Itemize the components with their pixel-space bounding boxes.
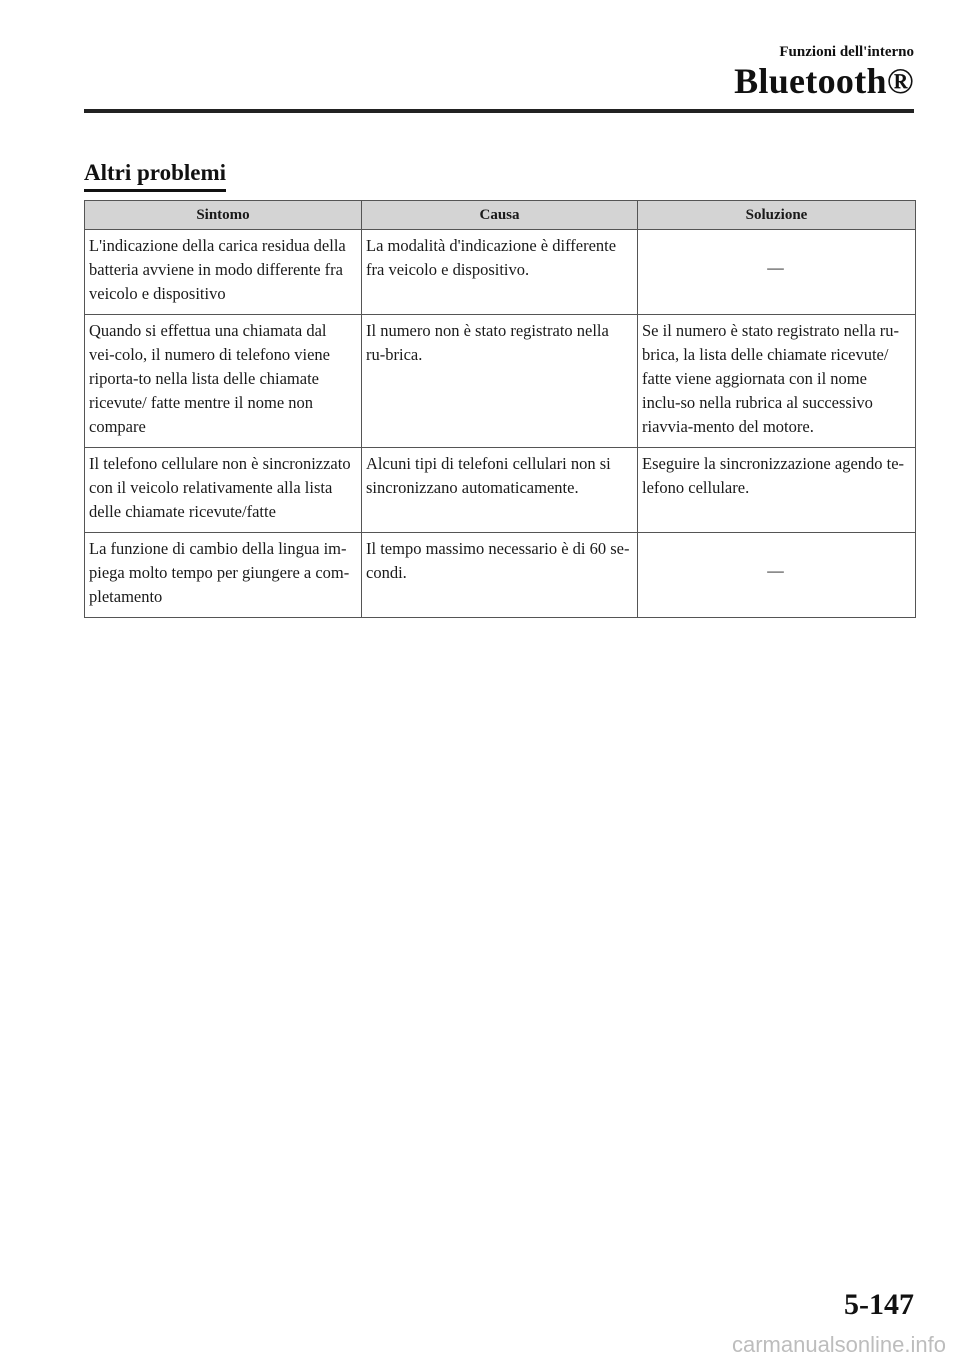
cell-sintomo: L'indicazione della carica residua della batteria avviene in modo differente fra veicolo e dispositivo	[85, 230, 362, 315]
table-row	[85, 230, 916, 315]
cell-causa: Il tempo massimo necessario è di 60 se-condi.	[362, 533, 638, 618]
cell-causa: Il numero non è stato registrato nella ru-brica.	[362, 315, 638, 448]
page-title: Bluetooth®	[734, 61, 914, 101]
table-row	[85, 533, 916, 618]
section-title: Altri problemi	[84, 160, 226, 192]
watermark: carmanualsonline.info	[731, 1332, 946, 1357]
cell-causa: Alcuni tipi di telefoni cellulari non si sincronizzano automaticamente.	[362, 448, 638, 533]
cell-sintomo: Quando si effettua una chiamata dal vei-colo, il numero di telefono viene riporta-to nella lista delle chiamate ricevute/ fatte mentre il nome non compare	[85, 315, 362, 448]
cell-sintomo: Il telefono cellulare non è sincronizzato con il veicolo relativamente alla lista delle chiamate ricevute/fatte	[85, 448, 362, 533]
cell-causa: La modalità d'indicazione è differente fra veicolo e dispositivo.	[362, 230, 638, 315]
chapter-heading: Funzioni dell'interno	[779, 44, 914, 60]
table-header-row	[85, 201, 916, 230]
column-header-soluzione: Soluzione	[638, 201, 916, 230]
cell-soluzione: Eseguire la sincronizzazione agendo te-lefono cellulare.	[638, 448, 916, 533]
column-header-sintomo: Sintomo	[85, 201, 362, 230]
page-number: 5-147	[844, 1288, 914, 1321]
cell-sintomo: La funzione di cambio della lingua im-piega molto tempo per giungere a com-pletamento	[85, 533, 362, 618]
header-divider	[84, 109, 914, 113]
cell-soluzione: —	[638, 230, 916, 315]
troubleshooting-table	[84, 200, 916, 618]
table-row	[85, 315, 916, 448]
table-row	[85, 448, 916, 533]
column-header-causa: Causa	[362, 201, 638, 230]
cell-soluzione: Se il numero è stato registrato nella ru-brica, la lista delle chiamate ricevute/ fatte viene aggiornata con il nome inclu-so nella rubrica al successivo riavvia-mento del motore.	[638, 315, 916, 448]
cell-soluzione: —	[638, 533, 916, 618]
